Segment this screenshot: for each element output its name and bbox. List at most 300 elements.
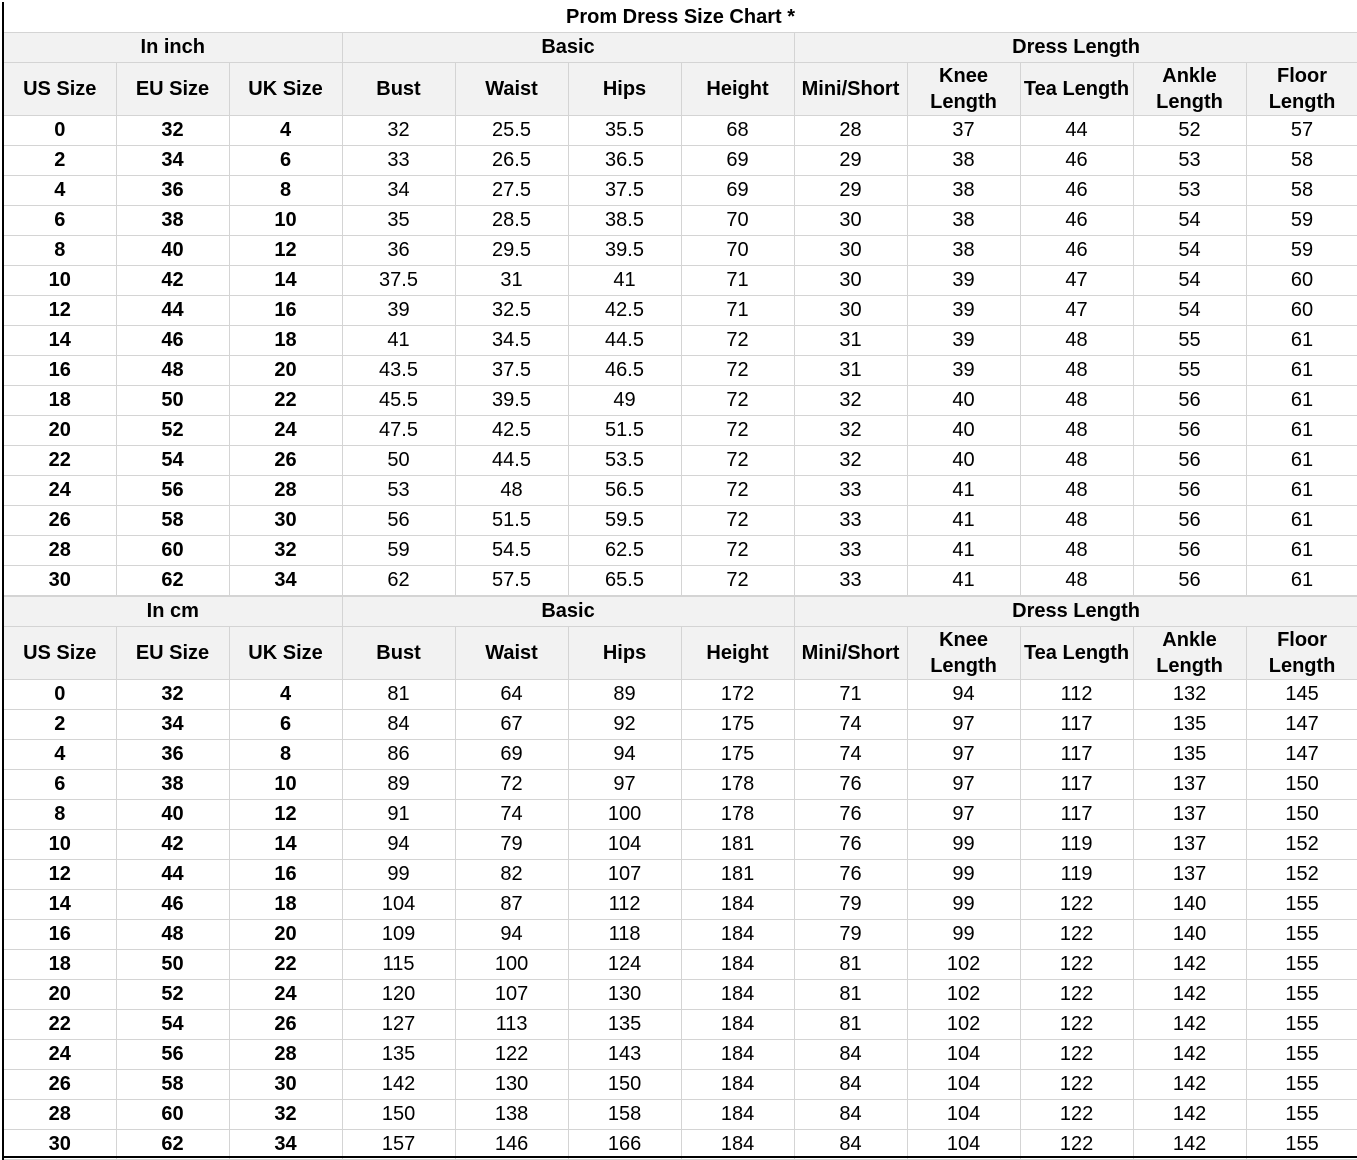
table-cell: 57	[1246, 116, 1357, 146]
table-cell: 46	[1020, 176, 1133, 206]
table-cell: 39.5	[568, 236, 681, 266]
table-cell: 48	[1020, 326, 1133, 356]
table-row	[3, 950, 1357, 980]
table-row	[3, 860, 1357, 890]
table-cell: 38	[116, 206, 229, 236]
table-cell: 52	[1133, 116, 1246, 146]
table-cell: 28	[229, 1040, 342, 1070]
table-row	[3, 830, 1357, 860]
table-cell: 39	[907, 326, 1020, 356]
column-header-hips: Hips	[568, 63, 681, 116]
table-row	[3, 386, 1357, 416]
table-cell: 58	[116, 1070, 229, 1100]
table-cell: 28	[794, 116, 907, 146]
table-cell: 94	[455, 920, 568, 950]
table-cell: 58	[116, 506, 229, 536]
table-cell: 150	[342, 1100, 455, 1130]
table-cell: 140	[1133, 920, 1246, 950]
table-cell: 40	[907, 386, 1020, 416]
table-cell: 147	[1246, 740, 1357, 770]
table-cell: 47	[1020, 266, 1133, 296]
table-cell: 97	[907, 710, 1020, 740]
table-cell: 71	[681, 266, 794, 296]
table-cell: 56	[116, 1040, 229, 1070]
table-cell: 70	[681, 206, 794, 236]
table-cell: 46	[116, 326, 229, 356]
table-cell: 84	[794, 1070, 907, 1100]
table-cell: 49	[568, 386, 681, 416]
table-cell: 6	[229, 710, 342, 740]
table-cell: 14	[3, 326, 116, 356]
table-cell: 76	[794, 830, 907, 860]
table-cell: 48	[1020, 506, 1133, 536]
table-cell: 41	[907, 506, 1020, 536]
table-cell: 61	[1246, 506, 1357, 536]
table-cell: 72	[455, 770, 568, 800]
table-cell: 42	[116, 830, 229, 860]
table-cell: 39	[342, 296, 455, 326]
table-cell: 152	[1246, 830, 1357, 860]
table-cell: 104	[907, 1130, 1020, 1160]
table-cell: 10	[3, 830, 116, 860]
table-cell: 55	[1133, 356, 1246, 386]
table-cell: 104	[907, 1100, 1020, 1130]
table-cell: 69	[681, 146, 794, 176]
table-cell: 29	[794, 176, 907, 206]
table-cell: 184	[681, 1070, 794, 1100]
table-row	[3, 980, 1357, 1010]
table-cell: 60	[116, 1100, 229, 1130]
table-cell: 61	[1246, 416, 1357, 446]
table-cell: 32	[116, 680, 229, 710]
table-cell: 91	[342, 800, 455, 830]
table-cell: 10	[3, 266, 116, 296]
table-cell: 178	[681, 800, 794, 830]
table-cell: 94	[342, 830, 455, 860]
table-cell: 104	[568, 830, 681, 860]
table-cell: 117	[1020, 770, 1133, 800]
table-cell: 26	[3, 1070, 116, 1100]
table-cell: 143	[568, 1040, 681, 1070]
table-cell: 81	[794, 1010, 907, 1040]
table-cell: 97	[907, 740, 1020, 770]
table-cell: 54	[1133, 266, 1246, 296]
table-cell: 87	[455, 890, 568, 920]
table-cell: 32	[229, 1100, 342, 1130]
table-row	[3, 446, 1357, 476]
table-cell: 40	[907, 416, 1020, 446]
table-cell: 18	[229, 890, 342, 920]
table-cell: 43.5	[342, 356, 455, 386]
table-cell: 184	[681, 890, 794, 920]
column-header-uk-size: UK Size	[229, 63, 342, 116]
table-cell: 107	[568, 860, 681, 890]
table-cell: 52	[116, 980, 229, 1010]
table-cell: 61	[1246, 446, 1357, 476]
table-cell: 69	[681, 176, 794, 206]
table-cell: 146	[455, 1130, 568, 1160]
table-cell: 40	[116, 236, 229, 266]
table-cell: 48	[1020, 386, 1133, 416]
inch-table	[2, 32, 1357, 596]
table-cell: 135	[1133, 710, 1246, 740]
table-cell: 72	[681, 326, 794, 356]
table-cell: 48	[1020, 566, 1133, 596]
table-cell: 10	[229, 770, 342, 800]
cm-table	[2, 596, 1357, 1160]
table-cell: 61	[1246, 386, 1357, 416]
table-cell: 52	[116, 416, 229, 446]
table-cell: 56.5	[568, 476, 681, 506]
table-cell: 16	[3, 356, 116, 386]
table-cell: 89	[568, 680, 681, 710]
table-cell: 47.5	[342, 416, 455, 446]
table-cell: 99	[342, 860, 455, 890]
table-cell: 47	[1020, 296, 1133, 326]
table-cell: 0	[3, 680, 116, 710]
table-cell: 145	[1246, 680, 1357, 710]
table-cell: 22	[229, 950, 342, 980]
column-header-mini-short: Mini/Short	[794, 627, 907, 680]
table-cell: 72	[681, 356, 794, 386]
table-cell: 84	[794, 1130, 907, 1160]
table-cell: 31	[794, 326, 907, 356]
table-cell: 150	[568, 1070, 681, 1100]
table-cell: 56	[1133, 566, 1246, 596]
table-cell: 112	[568, 890, 681, 920]
table-cell: 32	[116, 116, 229, 146]
group-header-basic: Basic	[342, 597, 794, 627]
column-header-waist: Waist	[455, 627, 568, 680]
table-cell: 48	[1020, 536, 1133, 566]
table-cell: 44.5	[455, 446, 568, 476]
table-cell: 104	[342, 890, 455, 920]
table-cell: 155	[1246, 920, 1357, 950]
table-cell: 61	[1246, 476, 1357, 506]
column-header-knee-length: Knee Length	[907, 63, 1020, 116]
table-cell: 172	[681, 680, 794, 710]
table-cell: 34	[116, 710, 229, 740]
table-cell: 44	[116, 860, 229, 890]
column-header-bust: Bust	[342, 627, 455, 680]
table-cell: 60	[1246, 296, 1357, 326]
table-cell: 30	[3, 566, 116, 596]
table-cell: 28	[3, 536, 116, 566]
table-cell: 31	[455, 266, 568, 296]
table-cell: 39	[907, 266, 1020, 296]
table-row	[3, 236, 1357, 266]
table-cell: 94	[907, 680, 1020, 710]
table-cell: 26	[229, 446, 342, 476]
table-row	[3, 566, 1357, 596]
table-cell: 61	[1246, 566, 1357, 596]
table-cell: 26	[3, 506, 116, 536]
table-cell: 157	[342, 1130, 455, 1160]
table-cell: 67	[455, 710, 568, 740]
table-cell: 104	[907, 1040, 1020, 1070]
table-cell: 76	[794, 770, 907, 800]
table-cell: 69	[455, 740, 568, 770]
group-header-in-inch: In inch	[3, 33, 342, 63]
table-cell: 81	[794, 980, 907, 1010]
table-cell: 184	[681, 1010, 794, 1040]
table-cell: 10	[229, 206, 342, 236]
table-cell: 46	[1020, 206, 1133, 236]
table-cell: 38	[907, 206, 1020, 236]
table-cell: 36.5	[568, 146, 681, 176]
table-cell: 119	[1020, 830, 1133, 860]
table-cell: 42	[116, 266, 229, 296]
table-cell: 79	[455, 830, 568, 860]
table-cell: 71	[794, 680, 907, 710]
table-cell: 32	[794, 386, 907, 416]
table-cell: 38	[907, 146, 1020, 176]
table-cell: 29	[794, 146, 907, 176]
table-cell: 158	[568, 1100, 681, 1130]
table-cell: 33	[794, 566, 907, 596]
table-cell: 56	[116, 476, 229, 506]
table-cell: 40	[907, 446, 1020, 476]
table-cell: 28	[229, 476, 342, 506]
table-cell: 166	[568, 1130, 681, 1160]
table-cell: 72	[681, 416, 794, 446]
table-cell: 140	[1133, 890, 1246, 920]
table-cell: 42.5	[455, 416, 568, 446]
table-cell: 122	[455, 1040, 568, 1070]
table-cell: 16	[229, 860, 342, 890]
table-cell: 12	[229, 236, 342, 266]
table-cell: 59	[342, 536, 455, 566]
table-cell: 155	[1246, 1130, 1357, 1160]
inch-table-body	[3, 116, 1357, 596]
chart-title: Prom Dress Size Chart *	[2, 2, 1357, 32]
table-cell: 150	[1246, 770, 1357, 800]
table-cell: 74	[794, 710, 907, 740]
table-cell: 48	[1020, 476, 1133, 506]
table-cell: 24	[229, 416, 342, 446]
table-cell: 122	[1020, 920, 1133, 950]
table-cell: 48	[116, 356, 229, 386]
table-cell: 135	[342, 1040, 455, 1070]
table-cell: 122	[1020, 1100, 1133, 1130]
table-cell: 74	[455, 800, 568, 830]
table-cell: 56	[1133, 416, 1246, 446]
table-cell: 155	[1246, 890, 1357, 920]
table-cell: 39	[907, 296, 1020, 326]
table-cell: 155	[1246, 980, 1357, 1010]
table-cell: 112	[1020, 680, 1133, 710]
table-cell: 62	[342, 566, 455, 596]
table-cell: 8	[229, 740, 342, 770]
table-cell: 184	[681, 1130, 794, 1160]
table-cell: 50	[116, 950, 229, 980]
table-cell: 113	[455, 1010, 568, 1040]
table-cell: 40	[116, 800, 229, 830]
table-cell: 46	[1020, 236, 1133, 266]
table-cell: 48	[116, 920, 229, 950]
table-cell: 68	[681, 116, 794, 146]
table-cell: 51.5	[568, 416, 681, 446]
table-cell: 117	[1020, 710, 1133, 740]
table-cell: 24	[229, 980, 342, 1010]
cm-table-body	[3, 680, 1357, 1160]
table-cell: 150	[1246, 800, 1357, 830]
table-cell: 94	[568, 740, 681, 770]
table-cell: 33	[342, 146, 455, 176]
table-cell: 181	[681, 860, 794, 890]
table-cell: 41	[568, 266, 681, 296]
table-cell: 122	[1020, 950, 1133, 980]
table-cell: 115	[342, 950, 455, 980]
table-cell: 41	[907, 536, 1020, 566]
table-cell: 130	[568, 980, 681, 1010]
table-cell: 72	[681, 386, 794, 416]
table-cell: 33	[794, 536, 907, 566]
table-cell: 4	[3, 176, 116, 206]
table-cell: 54	[1133, 296, 1246, 326]
table-cell: 120	[342, 980, 455, 1010]
group-header-dress-length: Dress Length	[794, 33, 1357, 63]
table-cell: 99	[907, 890, 1020, 920]
table-cell: 117	[1020, 740, 1133, 770]
table-cell: 38	[907, 236, 1020, 266]
table-cell: 34	[116, 146, 229, 176]
table-cell: 178	[681, 770, 794, 800]
table-cell: 81	[794, 950, 907, 980]
table-cell: 18	[3, 950, 116, 980]
table-cell: 48	[455, 476, 568, 506]
table-cell: 142	[1133, 1130, 1246, 1160]
table-cell: 14	[229, 266, 342, 296]
table-cell: 30	[794, 236, 907, 266]
size-chart	[2, 2, 1357, 1160]
table-cell: 142	[1133, 1010, 1246, 1040]
table-cell: 184	[681, 920, 794, 950]
table-cell: 6	[3, 770, 116, 800]
table-cell: 39.5	[455, 386, 568, 416]
table-cell: 28.5	[455, 206, 568, 236]
table-cell: 18	[229, 326, 342, 356]
table-cell: 4	[229, 680, 342, 710]
table-cell: 184	[681, 980, 794, 1010]
table-cell: 46	[116, 890, 229, 920]
table-cell: 30	[794, 296, 907, 326]
table-cell: 37.5	[568, 176, 681, 206]
table-cell: 36	[342, 236, 455, 266]
table-cell: 53	[342, 476, 455, 506]
table-cell: 54	[1133, 206, 1246, 236]
table-cell: 39	[907, 356, 1020, 386]
table-cell: 132	[1133, 680, 1246, 710]
table-row	[3, 176, 1357, 206]
column-header-uk-size: UK Size	[229, 627, 342, 680]
table-row	[3, 920, 1357, 950]
table-cell: 2	[3, 146, 116, 176]
table-cell: 22	[229, 386, 342, 416]
table-cell: 60	[1246, 266, 1357, 296]
table-cell: 155	[1246, 1010, 1357, 1040]
table-cell: 26.5	[455, 146, 568, 176]
table-cell: 54.5	[455, 536, 568, 566]
table-cell: 32	[794, 446, 907, 476]
table-cell: 118	[568, 920, 681, 950]
table-row	[3, 296, 1357, 326]
table-cell: 12	[3, 860, 116, 890]
table-cell: 124	[568, 950, 681, 980]
column-header-height: Height	[681, 627, 794, 680]
table-cell: 175	[681, 740, 794, 770]
table-cell: 137	[1133, 800, 1246, 830]
bottom-border	[2, 1156, 1357, 1158]
table-cell: 155	[1246, 1040, 1357, 1070]
table-cell: 33	[794, 476, 907, 506]
table-row	[3, 1040, 1357, 1070]
table-cell: 56	[1133, 536, 1246, 566]
table-cell: 44	[1020, 116, 1133, 146]
table-cell: 104	[907, 1070, 1020, 1100]
table-row	[3, 1100, 1357, 1130]
table-row	[3, 116, 1357, 146]
table-row	[3, 1070, 1357, 1100]
table-cell: 122	[1020, 980, 1133, 1010]
table-cell: 137	[1133, 830, 1246, 860]
table-cell: 76	[794, 800, 907, 830]
table-cell: 44.5	[568, 326, 681, 356]
table-cell: 12	[3, 296, 116, 326]
table-cell: 44	[116, 296, 229, 326]
group-header-dress-length: Dress Length	[794, 597, 1357, 627]
column-header-floor-length: Floor Length	[1246, 63, 1357, 116]
table-cell: 184	[681, 950, 794, 980]
table-cell: 71	[681, 296, 794, 326]
table-cell: 50	[342, 446, 455, 476]
table-cell: 76	[794, 860, 907, 890]
column-header-eu-size: EU Size	[116, 63, 229, 116]
table-cell: 152	[1246, 860, 1357, 890]
table-cell: 58	[1246, 146, 1357, 176]
column-header-ankle-length: Ankle Length	[1133, 627, 1246, 680]
table-cell: 28	[3, 1100, 116, 1130]
table-cell: 37.5	[342, 266, 455, 296]
table-cell: 4	[229, 116, 342, 146]
column-header-us-size: US Size	[3, 627, 116, 680]
table-cell: 79	[794, 920, 907, 950]
table-row	[3, 356, 1357, 386]
table-cell: 8	[229, 176, 342, 206]
table-cell: 30	[229, 1070, 342, 1100]
table-cell: 64	[455, 680, 568, 710]
table-cell: 61	[1246, 326, 1357, 356]
table-cell: 37	[907, 116, 1020, 146]
table-cell: 42.5	[568, 296, 681, 326]
table-cell: 72	[681, 566, 794, 596]
table-cell: 81	[342, 680, 455, 710]
column-header-ankle-length: Ankle Length	[1133, 63, 1246, 116]
table-cell: 84	[794, 1100, 907, 1130]
table-cell: 37.5	[455, 356, 568, 386]
table-cell: 16	[3, 920, 116, 950]
table-cell: 62	[116, 1130, 229, 1160]
table-cell: 8	[3, 236, 116, 266]
table-row	[3, 266, 1357, 296]
table-cell: 30	[794, 266, 907, 296]
table-cell: 155	[1246, 1070, 1357, 1100]
column-header-tea-length: Tea Length	[1020, 63, 1133, 116]
table-cell: 119	[1020, 860, 1133, 890]
table-cell: 92	[568, 710, 681, 740]
table-cell: 58	[1246, 176, 1357, 206]
table-row	[3, 476, 1357, 506]
